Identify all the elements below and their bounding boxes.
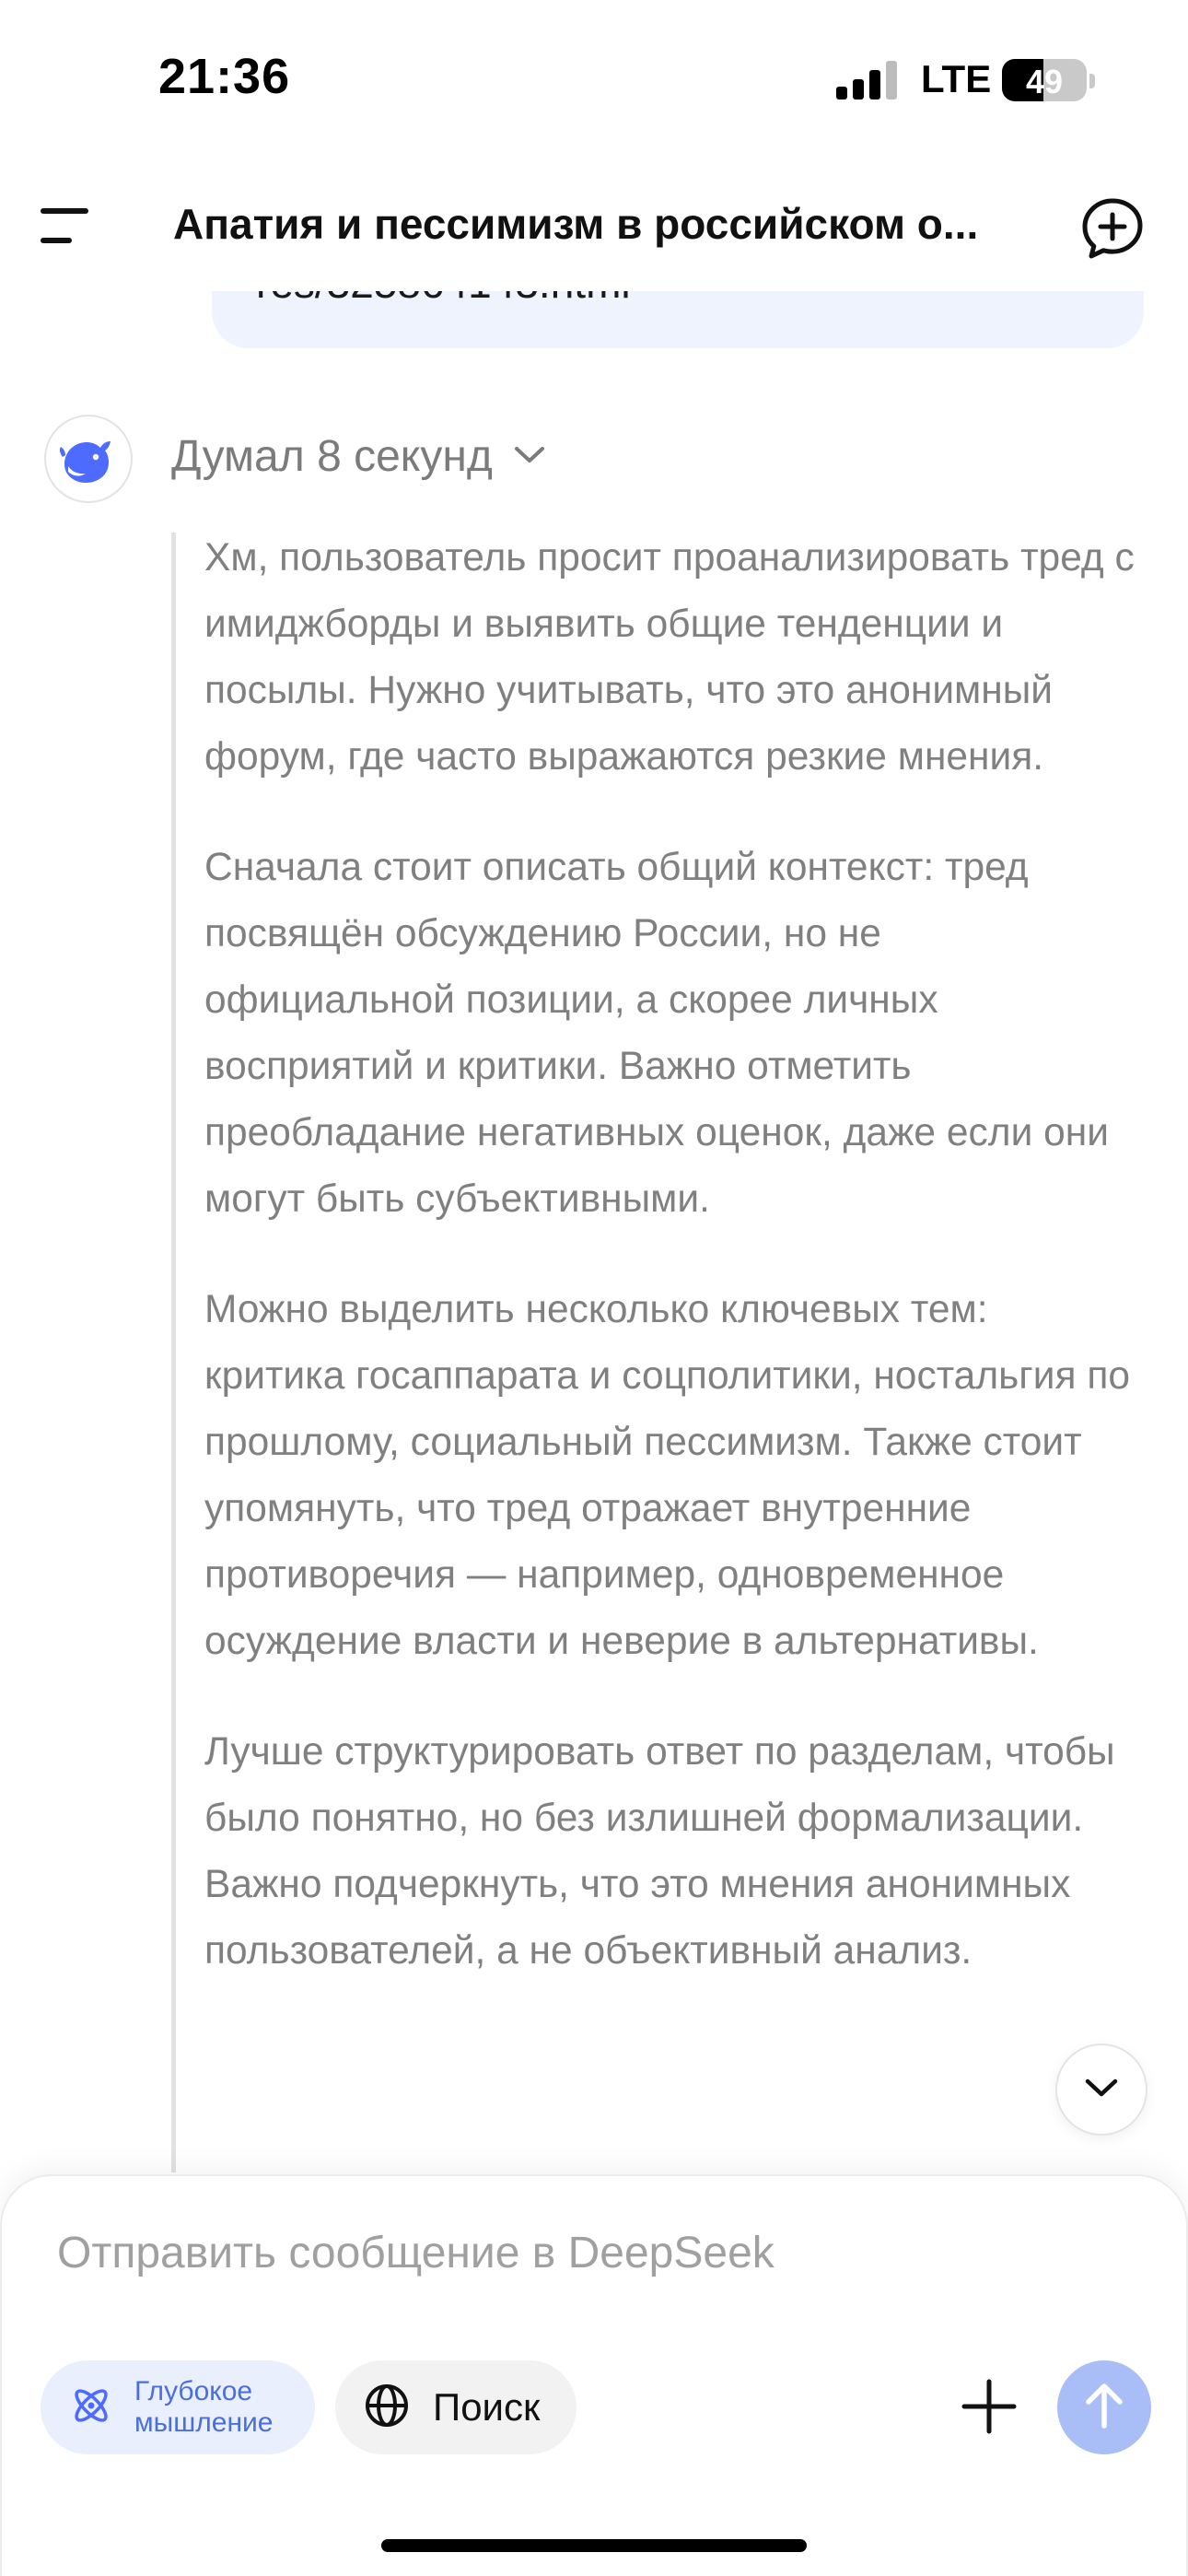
thought-paragraph: Хм, пользователь просит проанализировать тред с имиджборды и выявить общие тенденции и посылы. Нужно учитывать, что это анонимный форум, где часто выражаются резкие мнения. xyxy=(204,536,1135,779)
arrow-up-icon xyxy=(1081,2380,1127,2436)
thought-content xyxy=(204,525,1135,2029)
deep-think-label: Глубокое мышление xyxy=(134,2376,274,2438)
search-label: Поиск xyxy=(433,2385,541,2429)
network-type: LTE xyxy=(921,57,992,100)
battery-nub xyxy=(1089,74,1095,88)
battery-icon xyxy=(1002,59,1087,101)
chat-title[interactable]: Апатия и пессимизм в российском о... xyxy=(173,200,979,248)
home-indicator xyxy=(381,2539,807,2552)
plus-icon xyxy=(961,2378,1018,2440)
deep-think-toggle[interactable] xyxy=(41,2360,315,2454)
new-chat-icon[interactable] xyxy=(1079,195,1146,262)
thought-paragraph: Можно выделить несколько ключевых тем: критика госаппарата и соцполитики, ностальгия по прошлому, социальный пессимизм. Также стоит упомянуть, что тред отражает внутренние противоречия — например, одновременное осуждение власти и неверие в альтернативы. xyxy=(204,1288,1130,1663)
globe-icon xyxy=(363,2382,411,2434)
menu-icon[interactable] xyxy=(41,203,99,249)
deepseek-whale-logo-icon xyxy=(44,415,133,503)
message-input[interactable] xyxy=(57,2228,1070,2278)
thought-toggle[interactable] xyxy=(171,431,548,482)
attach-plus-button[interactable] xyxy=(952,2371,1026,2445)
message-composer xyxy=(0,2174,1188,2576)
send-button[interactable] xyxy=(1057,2360,1151,2454)
status-time: 21:36 xyxy=(158,49,291,104)
thought-paragraph: Лучше структурировать ответ по разделам, чтобы было понятно, но без излишней формализации. Важно подчеркнуть, что это мнения анонимных пользователей, а не объективный анализ. xyxy=(204,1730,1115,1973)
status-bar xyxy=(0,0,1188,162)
chevron-down-icon xyxy=(511,440,548,473)
atom-icon xyxy=(68,2383,114,2433)
thought-duration-label: Думал 8 секунд xyxy=(171,432,493,481)
chat-header xyxy=(0,162,1188,291)
thought-paragraph: Сначала стоит описать общий контекст: тред посвящён обсуждению России, но не официальной позиции, а скорее личных восприятий и критики. Важно отметить преобладание негативных оценок, даже если они могут быть субъективными. xyxy=(204,846,1109,1221)
scroll-to-bottom-button[interactable] xyxy=(1055,2043,1147,2136)
thought-divider xyxy=(171,533,176,2172)
search-toggle[interactable] xyxy=(335,2360,577,2454)
battery-level: 49 xyxy=(1025,63,1064,100)
cellular-signal-icon xyxy=(836,61,899,100)
chevron-down-icon xyxy=(1081,2074,1122,2106)
